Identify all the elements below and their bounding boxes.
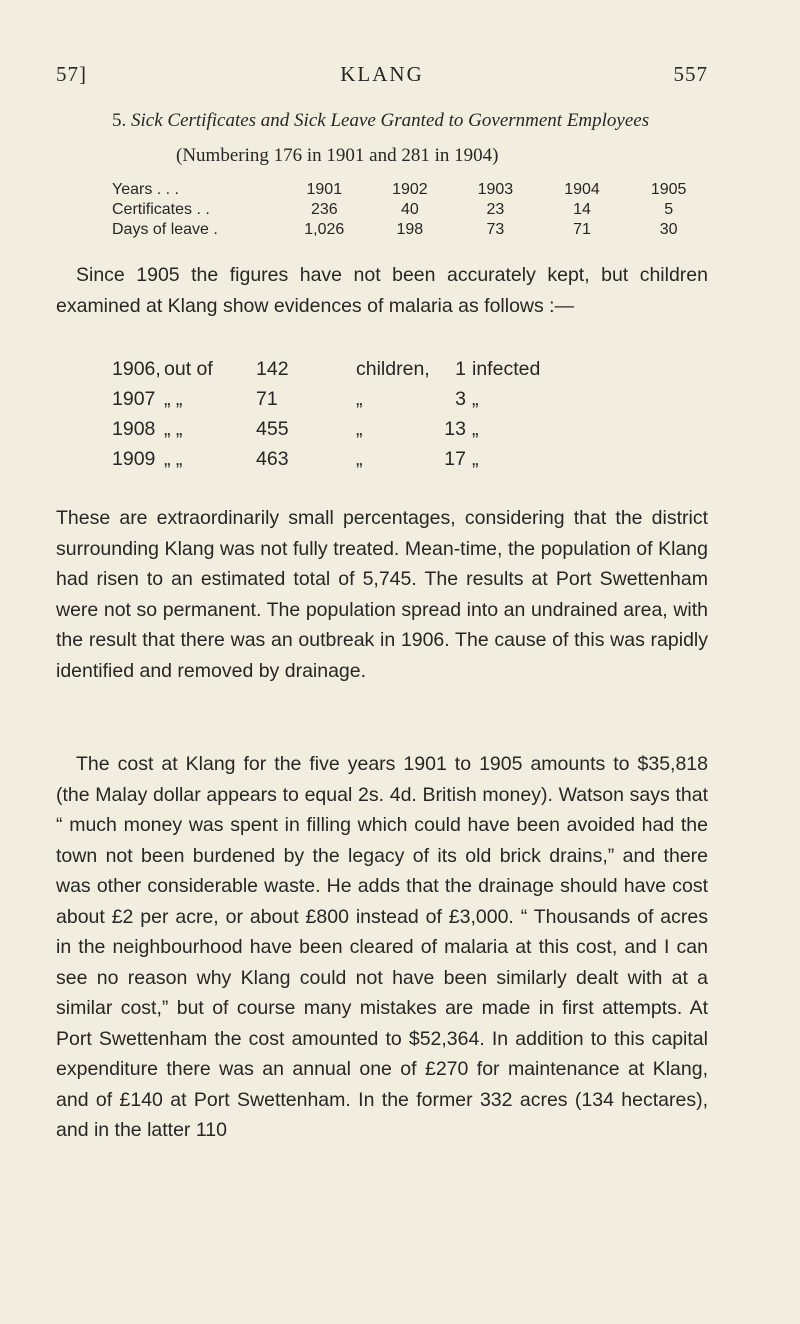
list-item bbox=[112, 354, 540, 384]
section-number: 57] bbox=[56, 62, 87, 86]
infected-count: 1 bbox=[455, 358, 466, 380]
table-cell: 14 bbox=[573, 201, 591, 218]
year: 1909 bbox=[112, 448, 156, 470]
table-caption bbox=[112, 110, 649, 132]
caption-number: 5. bbox=[112, 110, 127, 131]
year: 1907 bbox=[112, 388, 156, 410]
table-cell: 23 bbox=[486, 201, 505, 218]
body-paragraph: The cost at Klang for the five years 1901 to 1905 amounts to $35,818 (the Malay dollar appears to equal 2s. 4d. British money). Watson says that “ much money was spent in filling which could have been avoided had the town not been burdened by the legacy of its old brick drains,” and there was other considerable waste. He adds that the drainage should have cost about £2 per acre, or about £800 instead of £3,000. “ Thousands of acres in the neighbourhood have been cleared of malaria at this cost, and I can see no reason why Klang could not have been similarly dealt with at a similar cost,” but of course many mistakes are made in first attempts. At Port Swettenham the cost amounted to $52,364. In addition to this capital expenditure there was an annual one of £270 for maintenance at Klang, and of £140 at Port Swettenham. In the former 332 acres (134 hectares), and in the latter 110 bbox=[56, 753, 708, 1141]
out-of-label: out of bbox=[164, 358, 213, 380]
infected-count: 17 bbox=[444, 448, 466, 470]
table-cell: 1901 bbox=[306, 181, 343, 198]
infected-label: infected bbox=[472, 358, 541, 380]
infected-label: „ bbox=[472, 388, 479, 410]
sick-leave-table bbox=[112, 180, 712, 240]
caption-title: Sick Certificates and Sick Leave Granted to Government Employees bbox=[131, 110, 650, 131]
table-cell: 236 bbox=[310, 201, 338, 218]
running-title: KLANG bbox=[340, 62, 424, 86]
infected-count: 13 bbox=[444, 418, 466, 440]
table-cell: 40 bbox=[400, 201, 419, 218]
table-row bbox=[112, 180, 712, 200]
table-cell: 1905 bbox=[650, 181, 687, 198]
children-label: „ bbox=[356, 388, 363, 410]
table-row bbox=[112, 200, 712, 220]
row-label: Days of leave . bbox=[112, 221, 218, 238]
running-header bbox=[56, 62, 708, 96]
table-cell: 1903 bbox=[477, 181, 514, 198]
table-cell: 30 bbox=[659, 221, 678, 238]
children-total: 71 bbox=[256, 388, 278, 410]
out-of-label: „ „ bbox=[164, 418, 183, 440]
table-cell: 71 bbox=[573, 221, 591, 238]
children-label: children, bbox=[356, 358, 430, 380]
year: 1906, bbox=[112, 358, 161, 380]
infected-count: 3 bbox=[455, 388, 466, 410]
table-row bbox=[112, 220, 712, 240]
infected-label: „ bbox=[472, 448, 479, 470]
table-cell: 198 bbox=[396, 221, 424, 238]
out-of-label: „ „ bbox=[164, 448, 183, 470]
malaria-infection-list bbox=[112, 354, 540, 474]
list-item bbox=[112, 444, 540, 474]
children-total: 455 bbox=[256, 418, 289, 440]
page-number: 557 bbox=[673, 62, 708, 86]
table-cell: 73 bbox=[486, 221, 505, 238]
row-label: Certificates . . bbox=[112, 201, 210, 218]
list-item bbox=[112, 384, 540, 414]
out-of-label: „ „ bbox=[164, 388, 183, 410]
table-cell: 5 bbox=[664, 201, 674, 218]
table-cell: 1902 bbox=[392, 181, 428, 198]
row-label: Years . . . bbox=[112, 181, 179, 198]
year: 1908 bbox=[112, 418, 156, 440]
children-label: „ bbox=[356, 448, 363, 470]
body-paragraph: Since 1905 the figures have not been accurately kept, but children examined at Klang show evidences of malaria as follows :— bbox=[56, 264, 708, 317]
body-paragraph: These are extraordinarily small percentages, considering that the district surrounding Klang was not fully treated. Mean-time, the population of Klang had risen to an estimated total of 5,745. The results at Port Swettenham were not so permanent. The population spread into an undrained area, with the result that there was an outbreak in 1906. The cause of this was rapidly identified and removed by drainage. bbox=[56, 507, 708, 682]
table-subcaption: (Numbering 176 in 1901 and 281 in 1904) bbox=[176, 145, 499, 166]
table-cell: 1,026 bbox=[304, 221, 345, 238]
infected-label: „ bbox=[472, 418, 479, 440]
children-total: 463 bbox=[256, 448, 289, 470]
table-cell: 1904 bbox=[564, 181, 600, 198]
children-label: „ bbox=[356, 418, 363, 440]
children-total: 142 bbox=[256, 358, 289, 380]
list-item bbox=[112, 414, 540, 444]
